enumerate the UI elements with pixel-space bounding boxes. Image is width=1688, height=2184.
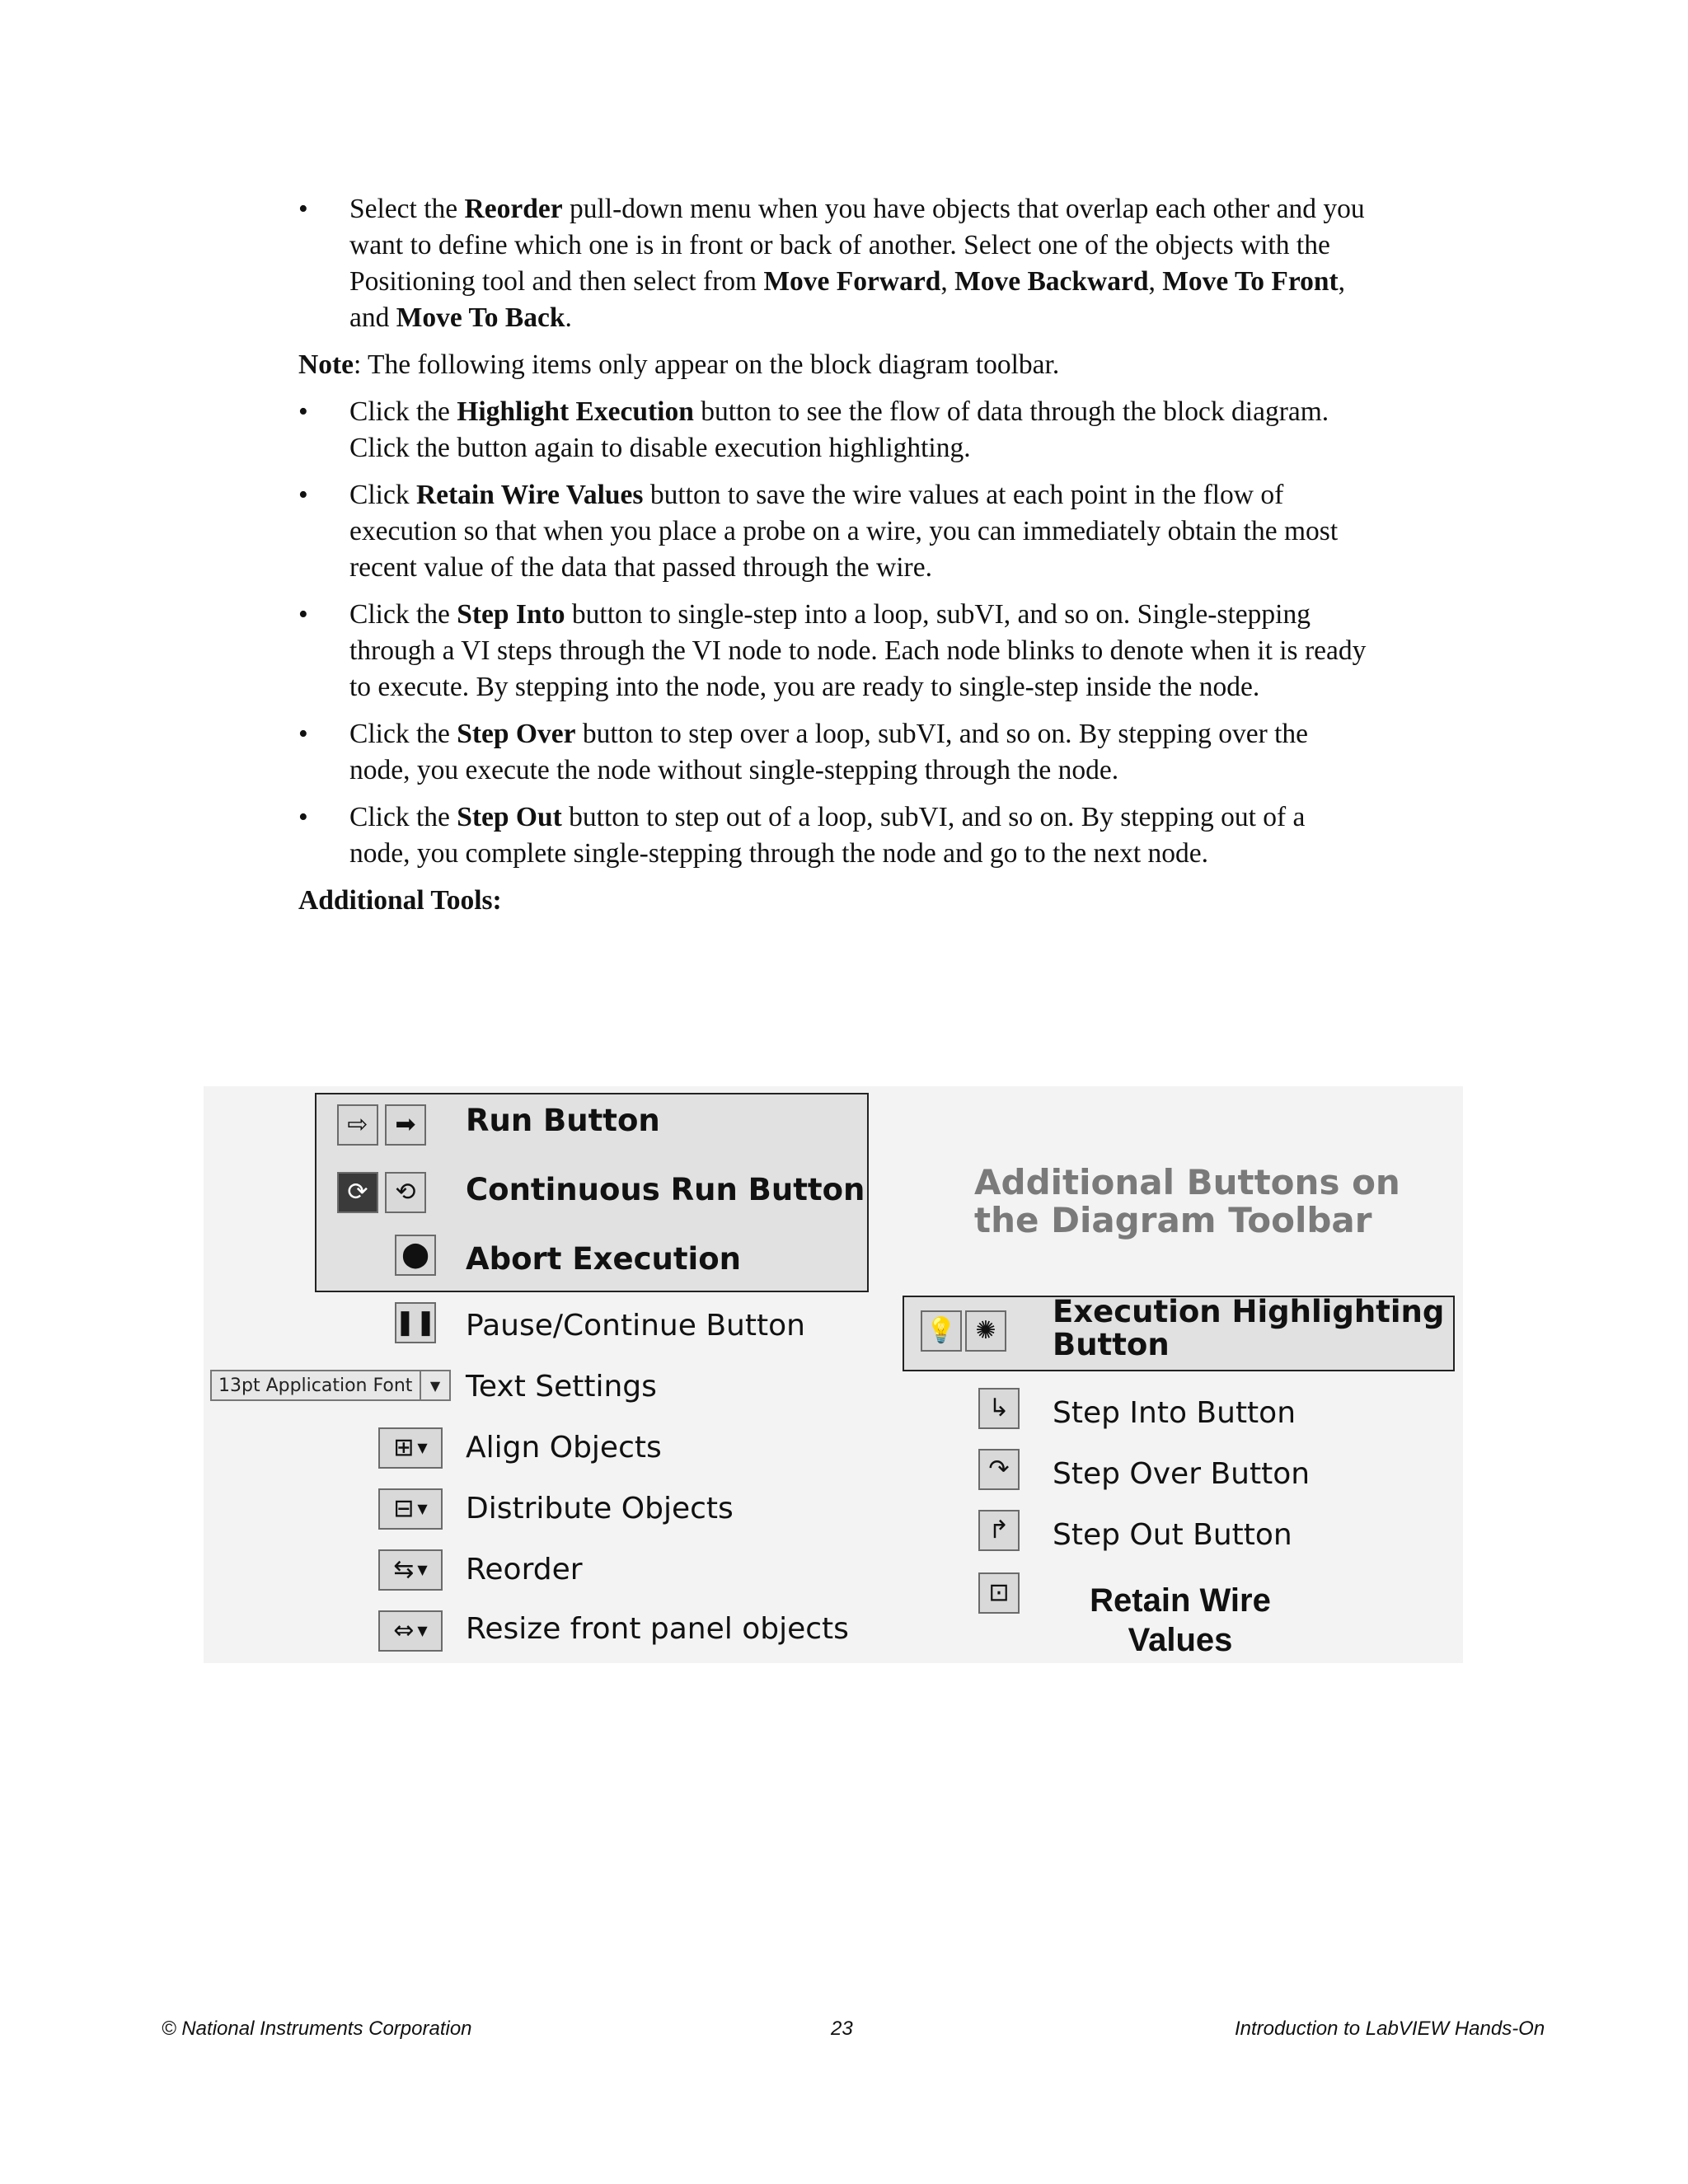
step-into-icon[interactable]: ↳ — [978, 1388, 1020, 1429]
reorder-icon[interactable]: ⇆ ▼ — [378, 1549, 443, 1591]
reorder-label: Reorder — [466, 1553, 583, 1586]
step-out-label: Step Out Button — [1053, 1518, 1292, 1552]
footer-right: Introduction to LabVIEW Hands-On — [1235, 2018, 1545, 2040]
bullet-step-into: • Click the Step Into button to single-step into a loop, subVI, and so on. Single-stepping through a VI steps through the VI node to node. Each node blinks to denote when it is ready to execute. By stepping into the node, you are ready to single-step inside the node. — [298, 597, 1370, 705]
toolbar-figure — [204, 1086, 1463, 1663]
text-settings-value: 13pt Application Font — [218, 1375, 413, 1396]
step-over-icon[interactable]: ↷ — [978, 1449, 1020, 1490]
bullet-dot: • — [298, 396, 308, 427]
additional-tools-heading: Additional Tools: — [298, 885, 502, 916]
bullet-step-over: • Click the Step Over button to step over a loop, subVI, and so on. By stepping over the node, you execute the node without single-stepping through the node. — [298, 716, 1370, 789]
bullet-dot: • — [298, 802, 308, 832]
bullet-step-out: • Click the Step Out button to step out of a loop, subVI, and so on. By stepping out of a node, you complete single-stepping through the node and go to the next node. — [298, 799, 1370, 872]
footer-left: © National Instruments Corporation — [162, 2018, 472, 2040]
align-objects-label: Align Objects — [466, 1431, 662, 1465]
retain-wire-values-icon[interactable]: ⊡ — [978, 1572, 1020, 1614]
bullet-dot: • — [298, 719, 308, 749]
body-text — [298, 191, 1370, 930]
stop-icon[interactable]: ⬤ — [395, 1235, 436, 1276]
execution-highlighting-label: Execution Highlighting Button — [1053, 1294, 1445, 1362]
run-arrow-solid-icon[interactable]: ➡ — [385, 1104, 426, 1146]
step-out-icon[interactable]: ↱ — [978, 1510, 1020, 1551]
continuous-run-label: Continuous Run Button — [466, 1172, 865, 1207]
continuous-run-icon[interactable]: ⟳ — [337, 1172, 378, 1213]
resize-objects-icon[interactable]: ⇔ ▼ — [378, 1610, 443, 1652]
bullet-dot: • — [298, 599, 308, 630]
bullet-retain-wire-values: • Click Retain Wire Values button to save the wire values at each point in the flow of execution so that when you place a probe on a wire, you can immediately obtain the most recent value of the data that passed through the wire. — [298, 477, 1370, 586]
diagram-toolbar-heading: Additional Buttons on the Diagram Toolbar — [974, 1162, 1400, 1240]
run-button-label: Run Button — [466, 1103, 660, 1138]
chevron-down-icon: ▼ — [420, 1371, 449, 1399]
footer-page-number: 23 — [831, 2018, 853, 2040]
lightbulb-lit-icon[interactable]: ✺ — [965, 1310, 1006, 1352]
distribute-objects-label: Distribute Objects — [466, 1492, 734, 1526]
continuous-run-outline-icon[interactable]: ⟲ — [385, 1172, 426, 1213]
text-settings-select[interactable] — [210, 1370, 451, 1401]
resize-objects-label: Resize front panel objects — [466, 1612, 849, 1646]
run-arrow-icon[interactable]: ⇨ — [337, 1104, 378, 1146]
step-over-label: Step Over Button — [1053, 1457, 1311, 1491]
pause-continue-label: Pause/Continue Button — [466, 1309, 805, 1343]
bullet-highlight-execution: • Click the Highlight Execution button to see the flow of data through the block diagram. Click the button again to disable execution highlighting. — [298, 394, 1370, 466]
bullet-dot: • — [298, 480, 308, 510]
lightbulb-icon[interactable]: 💡 — [921, 1310, 962, 1352]
bullet-dot: • — [298, 194, 308, 224]
text-settings-label: Text Settings — [466, 1370, 657, 1404]
abort-execution-label: Abort Execution — [466, 1241, 741, 1277]
retain-wire-values-label: Retain Wire Values — [1090, 1582, 1271, 1658]
bullet-reorder: • Select the Reorder pull-down menu when you have objects that overlap each other and you want to define which one is in front or back of another. Select one of the objects with the Positioning tool and then select from Move Forward, Move Backward, Move To Front, and Move To Back. — [298, 191, 1370, 336]
distribute-objects-icon[interactable]: ⊟ ▼ — [378, 1488, 443, 1530]
note-paragraph: Note: The following items only appear on the block diagram toolbar. — [298, 349, 1060, 380]
align-objects-icon[interactable]: ⊞ ▼ — [378, 1427, 443, 1469]
step-into-label: Step Into Button — [1053, 1396, 1296, 1430]
pause-icon[interactable]: ❚❚ — [395, 1302, 436, 1343]
